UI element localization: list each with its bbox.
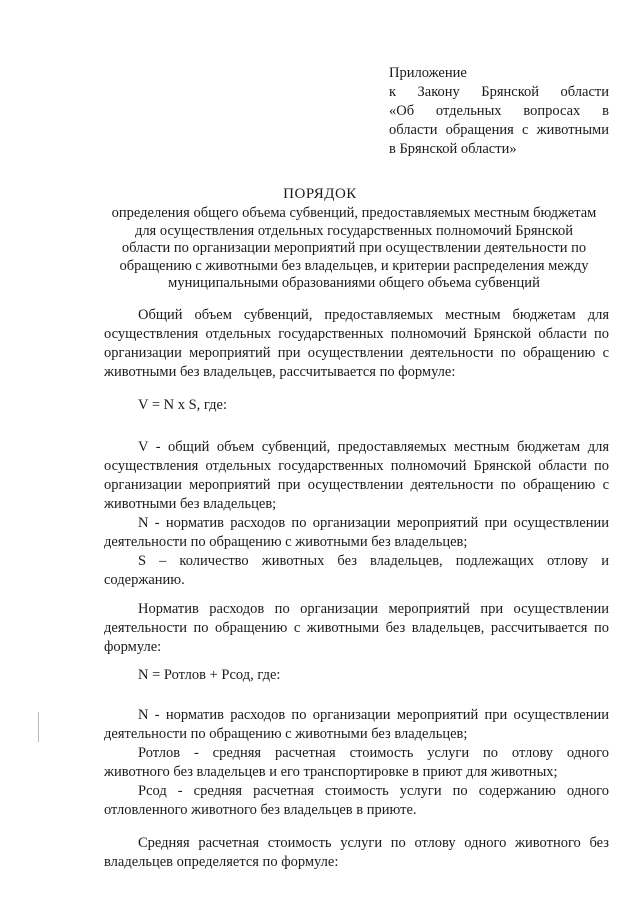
definition-s bbox=[104, 552, 609, 590]
annex-line: Приложение bbox=[389, 65, 467, 81]
definition-line: Рсод - средняя расчетная стоимость услуги по содержанию одного bbox=[138, 783, 609, 799]
definition-line: животными без владельцев; bbox=[104, 496, 277, 512]
definition-line: S – количество животных без владельцев, подлежащих отлову и bbox=[138, 553, 609, 569]
definition-line: осуществления отдельных государственных полномочий Брянской области по bbox=[104, 458, 609, 474]
definition-line: V - общий объем субвенций, предоставляемых местным бюджетам для bbox=[138, 439, 609, 455]
paragraph-line: животными без владельцев, рассчитывается по формуле: bbox=[104, 364, 456, 380]
annex-line: «Об отдельных вопросах в bbox=[389, 103, 609, 119]
paragraph-line: Средняя расчетная стоимость услуги по отлову одного животного без bbox=[138, 835, 609, 851]
definition-line: Ротлов - средняя расчетная стоимость услуги по отлову одного bbox=[138, 745, 609, 761]
paragraph-line: организации мероприятий при осуществлении деятельности по обращению с bbox=[104, 345, 609, 361]
definition-potlov bbox=[104, 744, 609, 782]
paragraph-line: формуле: bbox=[104, 639, 162, 655]
subtitle-line: области по организации мероприятий при осуществлении деятельности по bbox=[121, 240, 587, 256]
document-subtitle bbox=[104, 205, 604, 293]
definition-n bbox=[104, 514, 609, 552]
definition-line: N - норматив расходов по организации мероприятий при осуществлении bbox=[138, 707, 609, 723]
paragraph-line: деятельности по обращению с животными без владельцев, рассчитывается по bbox=[104, 620, 609, 636]
annex-header bbox=[389, 64, 609, 159]
definition-line: содержанию. bbox=[104, 572, 185, 588]
formula-n: N = Ротлов + Рсод, где: bbox=[138, 667, 281, 683]
definition-psod bbox=[104, 782, 609, 820]
paragraph-line: владельцев определяется по формуле: bbox=[104, 854, 339, 870]
paragraph-capture-cost bbox=[104, 834, 609, 872]
annex-line: области обращения с животными bbox=[389, 122, 609, 138]
annex-line: в Брянской области» bbox=[389, 141, 517, 157]
definition-line: отловленного животного без владельцев в приюте. bbox=[104, 802, 417, 818]
document-title: ПОРЯДОК bbox=[283, 186, 357, 202]
annex-line: к Закону Брянской области bbox=[389, 84, 609, 100]
subtitle-line: для осуществления отдельных государственных полномочий Брянской bbox=[134, 222, 574, 239]
definition-line: организации мероприятий при осуществлении деятельности по обращению с bbox=[104, 477, 609, 493]
paragraph-line: Общий объем субвенций, предоставляемых местным бюджетам для bbox=[138, 307, 609, 323]
formula-v: V = N x S, где: bbox=[138, 397, 227, 413]
definition-line: деятельности по обращению с животными без владельцев; bbox=[104, 726, 468, 742]
definition-line: животного без владельцев и его транспортировке в приют для животных; bbox=[104, 764, 558, 780]
subtitle-line: обращению с животными без владельцев, и критерии распределения между bbox=[119, 257, 589, 274]
subtitle-line: определения общего объема субвенций, предоставляемых местным бюджетам bbox=[111, 205, 597, 221]
definition-line: N - норматив расходов по организации мероприятий при осуществлении bbox=[138, 515, 609, 531]
paragraph-total-volume bbox=[104, 306, 609, 382]
definition-n2 bbox=[104, 706, 609, 744]
paragraph-norm bbox=[104, 600, 609, 657]
definition-line: деятельности по обращению с животными без владельцев; bbox=[104, 534, 468, 550]
scan-artifact bbox=[38, 712, 39, 742]
paragraph-line: осуществления отдельных государственных полномочий Брянской области по bbox=[104, 326, 609, 342]
subtitle-line: муниципальными образованиями общего объема субвенций bbox=[168, 275, 540, 291]
definition-v bbox=[104, 438, 609, 514]
paragraph-line: Норматив расходов по организации мероприятий при осуществлении bbox=[138, 601, 609, 617]
